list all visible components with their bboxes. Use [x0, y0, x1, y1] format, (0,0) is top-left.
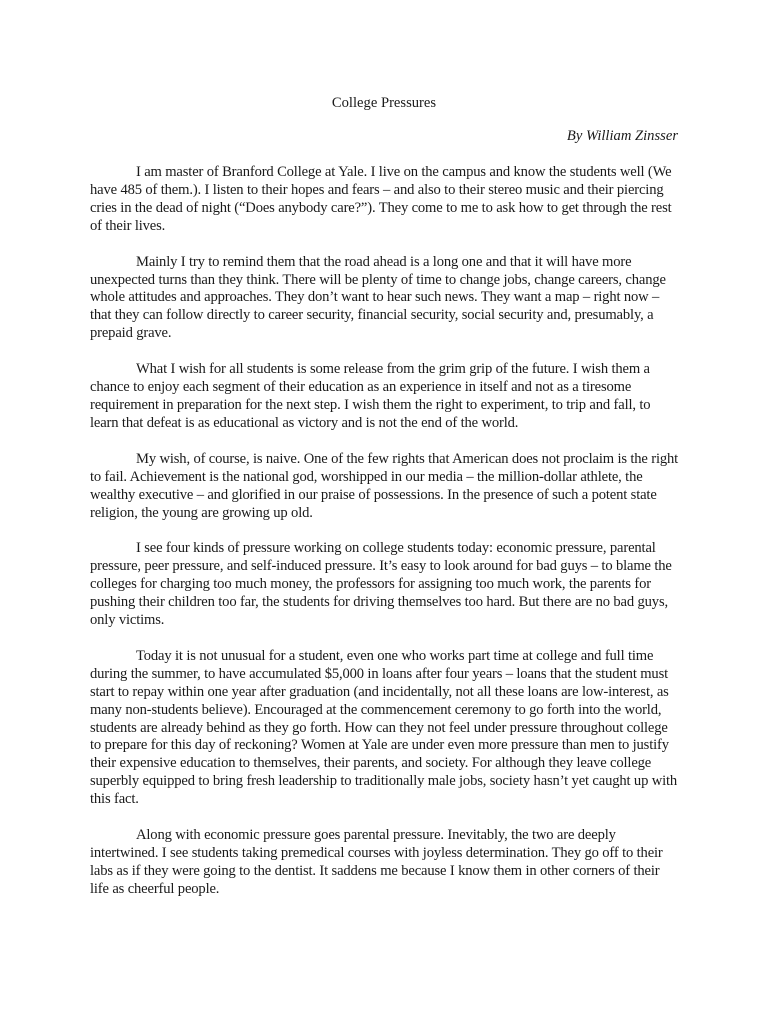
- paragraph-6: Today it is not unusual for a student, even one who works part time at college and full time during the summer, to have accumulated $5,000 in loans after four years – loans that the student must start to repay within one year after graduation (and incidentally, not all these loans are low-interest, as many non-students believe). Encouraged at the commencement ceremony to go forth into the world, students are already behind as they go forth. How can they not feel under pressure throughout college to prepare for this day of reckoning? Women at Yale are under even more pressure than men to justify their expensive education to themselves, their parents, and society. For although they leave college superbly equipped to bring fresh leadership to traditionally male jobs, society hasn’t yet caught up with this fact.: [90, 647, 678, 808]
- paragraph-1: I am master of Branford College at Yale. I live on the campus and know the students well (We have 485 of them.). I listen to their hopes and fears – and also to their stereo music and their piercing cries in the dead of night (“Does anybody care?”). They come to me to ask how to get through the rest of their lives.: [90, 164, 672, 234]
- author-byline: By William Zinsser: [566, 128, 678, 144]
- paragraph-7: Along with economic pressure goes parental pressure. Inevitably, the two are deeply intertwined. I see students taking premedical courses with joyless determination. They go off to their labs as if they were going to the dentist. It saddens me because I know them in other corners of their life as cheerful people.: [90, 827, 663, 897]
- paragraph-3: What I wish for all students is some release from the grim grip of the future. I wish them a chance to enjoy each segment of their education as an experience in itself and not as a tiresome requirement in preparation for the next step. I wish them the right to experiment, to trip and fall, to learn that defeat is as educational as victory and is not the end of the world.: [90, 361, 651, 431]
- page-title: College Pressures: [331, 95, 437, 111]
- document-body: [90, 164, 680, 917]
- paragraph-2: Mainly I try to remind them that the road ahead is a long one and that it will have more unexpected turns than they think. There will be plenty of time to change jobs, change careers, change whole attitudes and approaches. They don’t want to hear such news. They want a map – right now – that they can follow directly to career security, financial security, social security and, presumably, a prepaid grave.: [90, 253, 666, 342]
- paragraph-4: My wish, of course, is naive. One of the few rights that American does not proclaim is the right to fail. Achievement is the national god, worshipped in our media – the million-dollar athlete, the wealthy executive – and glorified in our praise of possessions. In the presence of such a potent state religion, the young are growing up old.: [90, 450, 679, 521]
- paragraph-5: I see four kinds of pressure working on college students today: economic pressure, parental pressure, peer pressure, and self-induced pressure. It’s easy to look around for bad guys – to blame the colleges for charging too much money, the professors for assigning too much work, the parents for pushing their children too far, the students for driving themselves too hard. But there are no bad guys, only victims.: [90, 540, 672, 629]
